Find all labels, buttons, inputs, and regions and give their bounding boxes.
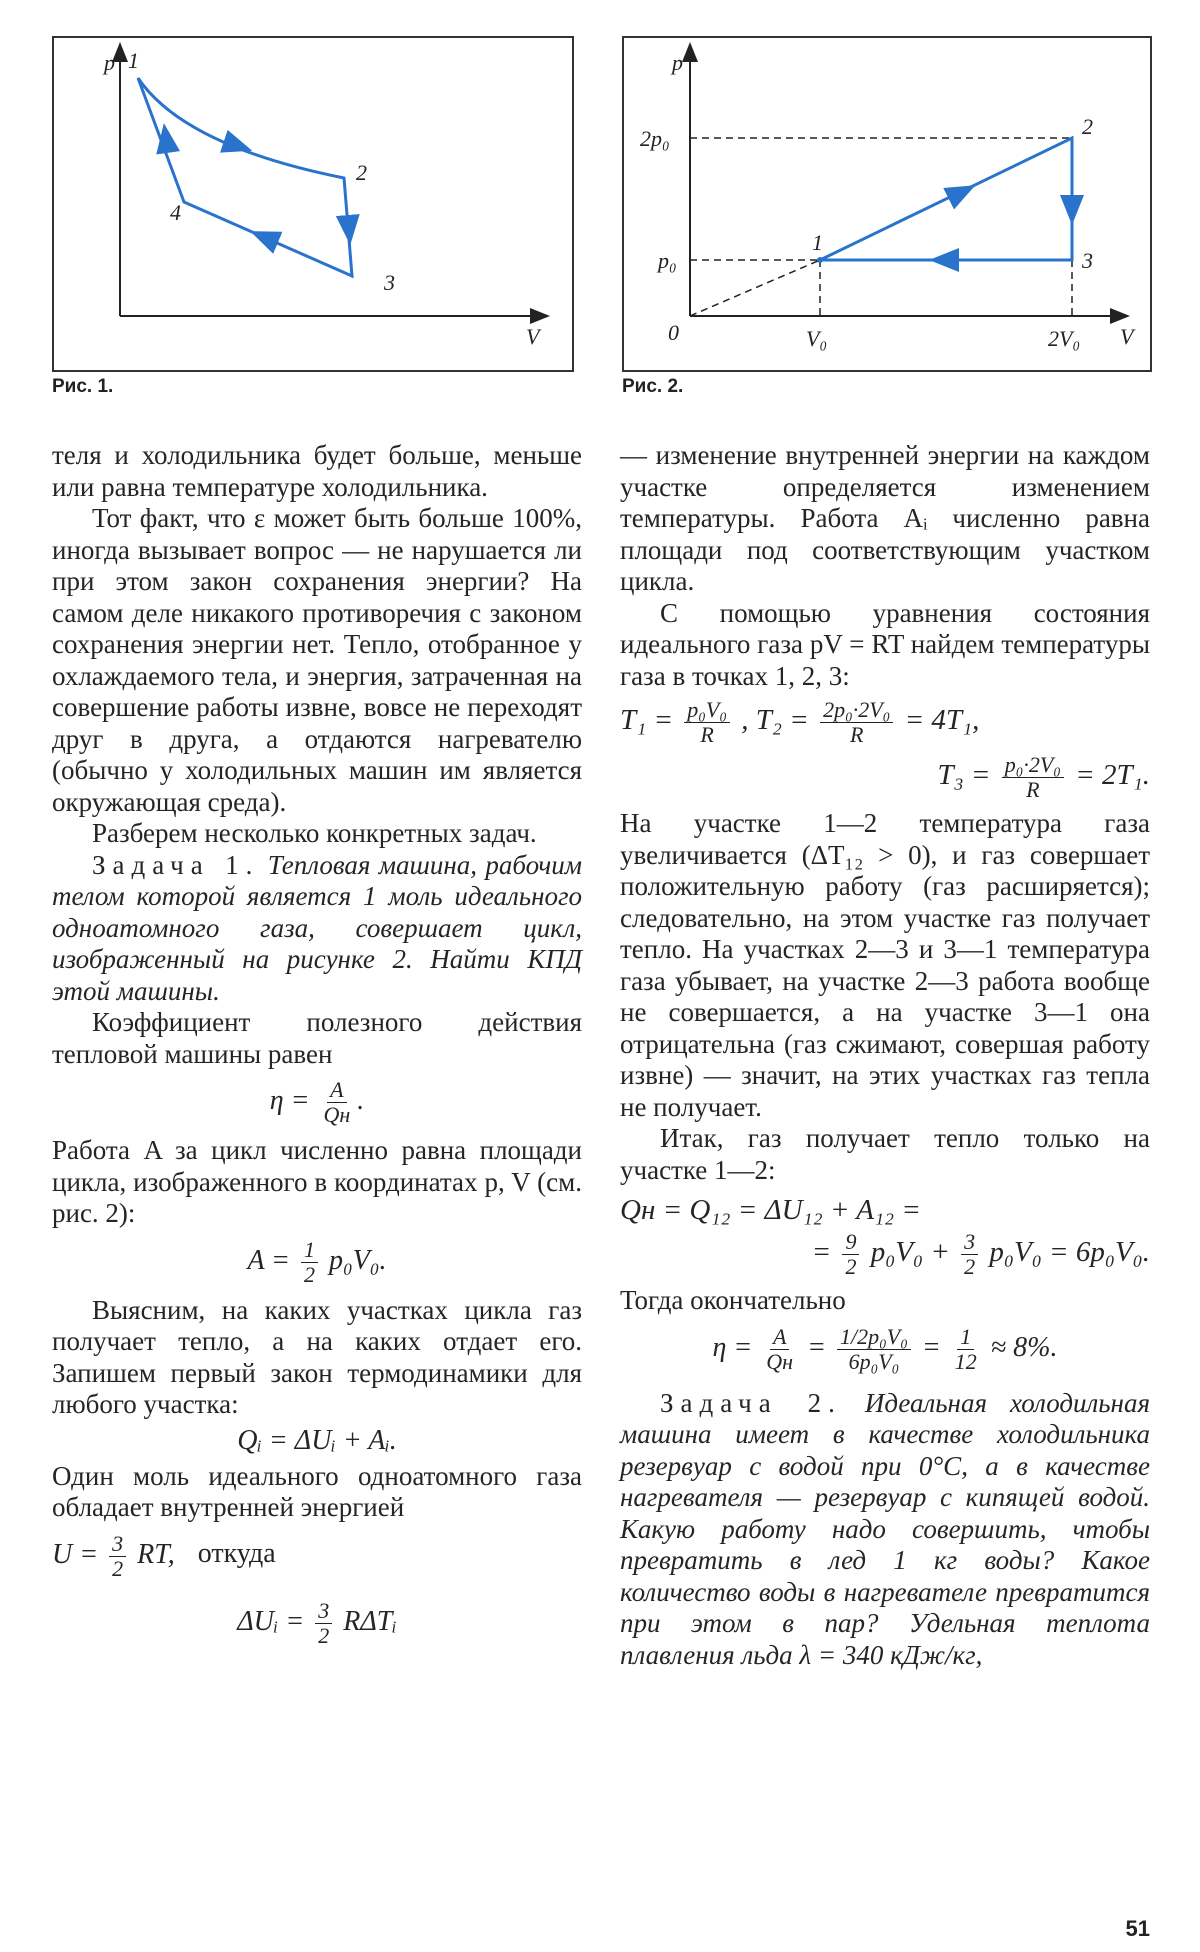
formula-delta-u: [52, 1599, 582, 1648]
denominator: R: [700, 722, 714, 747]
left-paragraph-1: теля и холодильника будет больше, меньше или равна температуре холодильника.: [52, 440, 582, 502]
cycle-path: [820, 138, 1072, 260]
figure-1-caption: Рис. 1.: [52, 376, 114, 397]
left-paragraph-5: Работа A за цикл численно равна площади цикла, изображенного в координатах p, V (см. рис. 2):: [52, 1135, 582, 1228]
fraction: [320, 1078, 353, 1127]
e-fraction-3: [952, 1325, 980, 1374]
x-axis-label: V: [1120, 324, 1134, 349]
formula-first-law: Qᵢ = ΔUᵢ + Aᵢ.: [237, 1424, 397, 1456]
formula-rhs: RT,: [137, 1538, 175, 1570]
q2-rhs: p₀V₀ = 6p₀V₀.: [989, 1236, 1150, 1269]
numerator: A: [770, 1325, 789, 1350]
e-lhs: η =: [712, 1331, 753, 1363]
dash-origin-1: [690, 260, 820, 316]
e-fraction-2: [837, 1325, 911, 1374]
arrow-4-1: [166, 138, 168, 152]
numerator: 3: [109, 1532, 126, 1557]
point-3-label: 3: [384, 270, 395, 295]
x-axis-label: V: [526, 324, 540, 349]
page-number: 51: [1125, 1916, 1150, 1941]
formula-tail: .: [357, 1084, 365, 1116]
left-paragraph-3: Разберем несколько конкретных задач.: [92, 818, 537, 848]
numerator: p₀V₀: [684, 698, 730, 723]
formula-rhs: p₀V₀.: [328, 1244, 387, 1276]
numerator: 3: [961, 1230, 978, 1255]
left-paragraph-7: Один моль идеального одноатомного газа обладает внутренней энергией: [52, 1460, 582, 1522]
right-paragraph-2: С помощью уравнения состояния идеального газа pV = RT найдем температуры газа в точках 1, 2, 3:: [620, 597, 1150, 691]
right-paragraph-3: На участке 1—2 температура газа увеличивается (ΔT₁₂ > 0), и газ совершает положительную работу (газ расширяется); следовательно, на этом участке газ получает тепло. На участках 2—3 и 3—1 температура газа убывает, на участке 2—3 работа вообще не совершается, а на участке 3—1 она отрицательна (газ сжимают, совершая работу извне) — значит, на этих участках газ тепла не получает.: [620, 808, 1150, 1122]
denominator: Qн: [766, 1348, 794, 1374]
formula-efficiency: [52, 1078, 582, 1127]
task-1-label: Задача 1.: [92, 849, 260, 880]
point-1-label: 1: [812, 230, 823, 255]
point-1-label: 1: [128, 48, 139, 73]
right-paragraph-4: Итак, газ получает тепло только на участке 1—2:: [620, 1123, 1150, 1185]
t2-fraction: [820, 698, 893, 747]
denominator: R: [849, 722, 864, 747]
arrow-2-3: [348, 218, 349, 230]
numerator: 9: [842, 1230, 859, 1255]
denominator: 12: [954, 1348, 977, 1374]
e-eq-1: =: [807, 1331, 827, 1363]
denominator: R: [1026, 777, 1040, 802]
formula-temperature-3: [620, 753, 1150, 802]
denominator: 2: [318, 1622, 330, 1648]
q2-fraction-1: [842, 1230, 859, 1279]
y-axis-label: p: [672, 50, 683, 75]
formula-lhs: ΔUᵢ =: [237, 1605, 305, 1637]
formula-rhs: RΔTᵢ: [343, 1605, 397, 1637]
t3-fraction: [1002, 753, 1064, 802]
denominator: 2: [112, 1555, 124, 1581]
origin-label: 0: [668, 320, 679, 345]
point-1-dot: [817, 257, 823, 263]
denominator: 6p₀V₀: [848, 1348, 900, 1374]
t1-lhs: T₁ =: [620, 704, 674, 737]
left-paragraph-2: Тот факт, что ε может быть больше 100%, иногда вызывает вопрос — не нарушается ли при этом закон сохранения энергии? На самом деле никакого противоречия с законом сохранения энергии нет. Тепло, отобранное у охлаждаемого тела, и энергия, затраченная на совершение работы извне, вовсе не переходят друг в друга, а отдаются нагревателю (обычно у холодильных машин им является окружающая среда).: [52, 503, 582, 817]
formula-after: откуда: [197, 1538, 276, 1570]
cycle-path: [138, 78, 352, 276]
denominator: 2: [845, 1254, 857, 1279]
point-2-label: 2: [1082, 114, 1093, 139]
y-axis-label: p: [104, 50, 115, 75]
t3-rhs: = 2T₁.: [1075, 759, 1150, 792]
t3-lhs: T₃ =: [937, 759, 991, 792]
formula-heat-2: [620, 1230, 1150, 1279]
fraction: [301, 1238, 318, 1287]
formula-lhs: U =: [52, 1538, 99, 1570]
fraction: [109, 1532, 126, 1581]
task-2-label: Задача 2.: [660, 1387, 842, 1418]
t2-rhs: = 4T₁,: [904, 704, 980, 737]
point-2-label: 2: [356, 160, 367, 185]
e-fraction-1: [763, 1325, 796, 1374]
left-paragraph-6: Выясним, на каких участках цикла газ получает тепло, а на каких отдает его. Запишем первый закон термодинамики для любого участка:: [52, 1294, 582, 1419]
formula-heat-1: Qн = Q₁₂ = ΔU₁₂ + A₁₂ =: [620, 1194, 921, 1226]
numerator: A: [327, 1078, 346, 1103]
formula-work: [52, 1238, 582, 1287]
t1-fraction: [684, 698, 730, 747]
t2-lhs: , T₂ =: [741, 704, 809, 737]
formula-internal-energy: [52, 1532, 582, 1581]
numerator: p₀·2V₀: [1002, 753, 1064, 778]
right-paragraph-1: — изменение внутренней энергии на каждом участке определяется изменением температуры. Работа Aᵢ численно равна площади под соответствующим участком цикла.: [620, 440, 1150, 596]
formula-final-efficiency: [620, 1325, 1150, 1374]
right-paragraph-5: Тогда окончательно: [620, 1285, 846, 1315]
formula-temperatures-1-2: [620, 698, 1150, 747]
fraction: [315, 1599, 332, 1648]
formula-lhs: η =: [269, 1084, 310, 1116]
numerator: 3: [315, 1599, 332, 1624]
task-1: [52, 850, 582, 1008]
task-1-text: Тепловая машина, рабочим телом которой является 1 моль идеального одноатомного газа, совершает цикл, изображенный на рисунке 2. Найти КПД этой машины.: [52, 849, 583, 1006]
point-4-label: 4: [170, 200, 181, 225]
formula-lhs: A =: [247, 1244, 290, 1276]
point-3-label: 3: [1082, 248, 1093, 273]
figure-1-plot: [54, 38, 572, 370]
figure-2: [622, 36, 1152, 372]
y-tick-p0: p₀: [658, 248, 677, 273]
figure-1: [52, 36, 574, 372]
numerator: 2p₀·2V₀: [820, 698, 893, 723]
x-tick-2v0: 2V₀: [1048, 326, 1081, 351]
denominator: 2: [303, 1261, 315, 1287]
q2-lhs: =: [811, 1236, 832, 1269]
denominator: Qн: [323, 1102, 351, 1127]
denominator: 2: [964, 1254, 976, 1279]
figure-2-caption: Рис. 2.: [622, 376, 684, 397]
task-2-text: Идеальная холодильная машина имеет в качестве холодильника резервуар с водой при 0°C, а в качестве нагревателя — резервуар с кипящей водой. Какую работу надо совершить, чтобы превратить в лед 1 кг воды? Какое количество воды в нагревателе превратится при этом в пар? Удельная теплота плавления льда λ = 340 кДж/кг,: [620, 1387, 1150, 1670]
numerator: 1: [957, 1325, 974, 1350]
task-2: [620, 1388, 1150, 1672]
figure-2-plot: [624, 38, 1150, 370]
left-column: [52, 440, 582, 1656]
e-rhs: ≈ 8%.: [990, 1331, 1058, 1363]
right-column: [620, 440, 1150, 1671]
e-eq-2: =: [921, 1331, 941, 1363]
numerator: 1: [301, 1238, 318, 1263]
q2-fraction-2: [961, 1230, 978, 1279]
left-paragraph-4: Коэффициент полезного действия тепловой машины равен: [52, 1007, 582, 1069]
q2-mid: p₀V₀ +: [870, 1236, 950, 1269]
numerator: 1/2p₀V₀: [837, 1325, 911, 1350]
x-tick-v0: V₀: [806, 326, 828, 351]
y-tick-2p0: 2p₀: [640, 126, 670, 151]
